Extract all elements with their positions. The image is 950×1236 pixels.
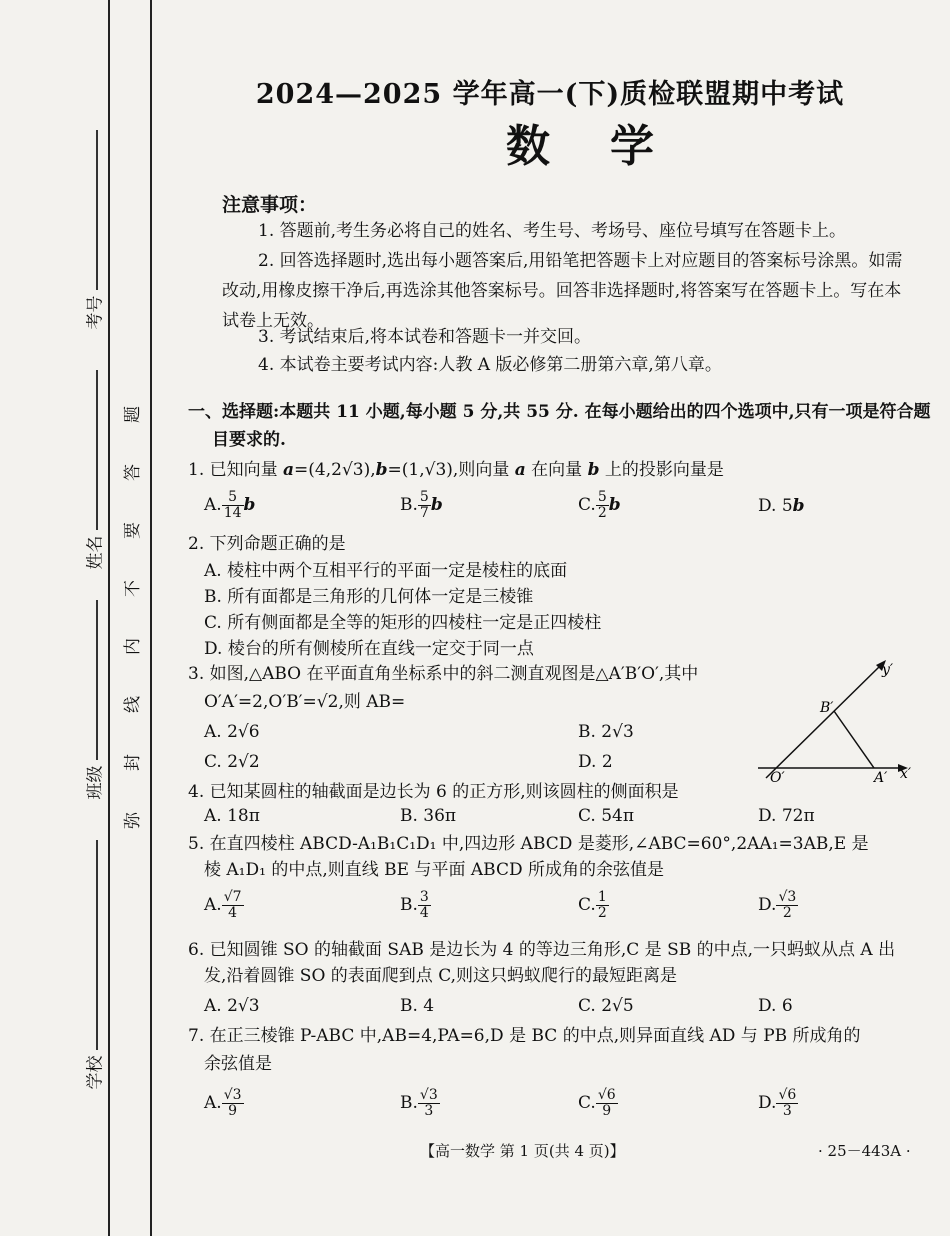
binding-line-outer xyxy=(108,0,110,1236)
q7-option-d: D. $\frac{√6}{3}$ xyxy=(758,1087,797,1119)
question-2-stem: 2. 下列命题正确的是 xyxy=(188,534,346,554)
question-5-stem-line2: 棱 A₁D₁ 的中点,则直线 BE 与平面 ABCD 所成角的余弦值是 xyxy=(204,860,664,880)
notice-item-2: 2. 回答选择题时,选出每小题答案后,用铅笔把答题卡上对应题目的答案标号涂黑。如需改动,用橡皮擦干净后,再选涂其他答案标号。回答非选择题时,将答案写在答题卡上。写在本试卷上无效。 xyxy=(222,251,903,331)
q3-oblique-triangle-figure xyxy=(752,654,922,784)
q3-option-d: D. 2 xyxy=(578,752,613,772)
notice-heading: 注意事项： xyxy=(222,194,318,216)
seal-char: 要 xyxy=(123,522,143,539)
q2-option-a: A. 棱柱中两个互相平行的平面一定是棱柱的底面 xyxy=(204,561,568,581)
q5-option-a: A. $\frac{√7}{4}$ xyxy=(204,889,242,921)
q4-option-a: A. 18π xyxy=(204,806,260,826)
seal-char: 题 xyxy=(123,406,143,423)
notice-item-4: 4. 本试卷主要考试内容:人教 A 版必修第二册第六章,第八章。 xyxy=(258,355,722,375)
question-6-stem-line1: 6. 已知圆锥 SO 的轴截面 SAB 是边长为 4 的等边三角形,C 是 SB 的中点,一只蚂蚁从点 A 出 xyxy=(188,940,896,960)
question-6-stem-line2: 发,沿着圆锥 SO 的表面爬到点 C,则这只蚂蚁爬行的最短距离是 xyxy=(204,966,678,986)
q5-option-b: B. $\frac{3}{4}$ xyxy=(400,889,429,921)
q4-option-b: B. 36π xyxy=(400,806,457,826)
segment-b-a xyxy=(834,711,874,768)
q3-option-c: C. 2√2 xyxy=(204,752,260,772)
q2-option-b: B. 所有面都是三角形的几何体一定是三棱锥 xyxy=(204,587,534,607)
q7-option-b: B. $\frac{√3}{3}$ xyxy=(400,1087,438,1119)
q3-option-b: B. 2√3 xyxy=(578,722,634,742)
seal-char: 不 xyxy=(123,580,143,597)
label-y: y′ xyxy=(882,662,894,678)
subject-title: 数学 xyxy=(506,121,714,172)
q1-option-a: A. $\frac{5}{14}$ b xyxy=(204,489,256,521)
question-7-stem-line1: 7. 在正三棱锥 P-ABC 中,AB=4,PA=6,D 是 BC 的中点,则异面直线 AD 与 PB 所成角的 xyxy=(188,1026,861,1046)
q1-option-b: B. $\frac{5}{7}$ b xyxy=(400,489,443,521)
q2-option-d: D. 棱台的所有侧棱所在直线一定交于同一点 xyxy=(204,639,534,659)
q1-option-c: C. $\frac{5}{2}$ b xyxy=(578,489,621,521)
exam-no-label: 考号 xyxy=(85,295,106,330)
question-5-stem-line1: 5. 在直四棱柱 ABCD-A₁B₁C₁D₁ 中,四边形 ABCD 是菱形,∠ABC=60°,2AA₁=3AB,E 是 xyxy=(188,834,869,854)
page-footer: 【高一数学 第 1 页(共 4 页)】 xyxy=(420,1142,625,1160)
q7-option-a: A. $\frac{√3}{9}$ xyxy=(204,1087,242,1119)
q7-option-c: C. $\frac{√6}{9}$ xyxy=(578,1087,616,1119)
class-line[interactable] xyxy=(96,600,98,760)
q1-option-d: D. 5b xyxy=(758,496,805,516)
label-o: O′ xyxy=(770,770,785,784)
binding-line-inner xyxy=(150,0,152,1236)
question-3-stem-line2: O′A′=2,O′B′=√2,则 AB= xyxy=(204,692,406,712)
q5-option-c: C. $\frac{1}{2}$ xyxy=(578,889,607,921)
q4-option-c: C. 54π xyxy=(578,806,635,826)
exam-no-line[interactable] xyxy=(96,130,98,290)
q4-option-d: D. 72π xyxy=(758,806,815,826)
seal-char: 封 xyxy=(123,754,143,771)
seal-char: 弥 xyxy=(123,812,143,829)
q2-option-c: C. 所有侧面都是全等的矩形的四棱柱一定是正四棱柱 xyxy=(204,613,602,633)
q6-option-c: C. 2√5 xyxy=(578,996,634,1016)
name-line[interactable] xyxy=(96,370,98,530)
seal-char: 内 xyxy=(123,638,143,655)
section-heading: 一、选择题:本题共 11 小题,每小题 5 分,共 55 分. 在每小题给出的四个选项中,只有一项是符合题目要求的. xyxy=(188,402,931,450)
question-1-stem: 1. 已知向量 a=(4,2√3),b=(1,√3),则向量 a 在向量 b 上的投影向量是 xyxy=(188,460,724,480)
y-axis xyxy=(766,666,880,778)
school-line[interactable] xyxy=(96,840,98,1050)
label-a: A′ xyxy=(874,770,888,784)
seal-char: 答 xyxy=(123,464,143,481)
notice-item-3: 3. 考试结束后,将本试卷和答题卡一并交回。 xyxy=(258,327,592,347)
question-7-stem-line2: 余弦值是 xyxy=(204,1054,272,1074)
question-4-stem: 4. 已知某圆柱的轴截面是边长为 6 的正方形,则该圆柱的侧面积是 xyxy=(188,782,679,802)
name-label: 姓名 xyxy=(85,535,106,570)
q6-option-a: A. 2√3 xyxy=(204,996,260,1016)
paper-code: · 25－443A · xyxy=(818,1142,911,1160)
q5-option-d: D. $\frac{√3}{2}$ xyxy=(758,889,797,921)
notice-item-1: 1. 答题前,考生务必将自己的姓名、考生号、考场号、座位号填写在答题卡上。 xyxy=(258,221,847,241)
label-x: x′ xyxy=(900,766,912,782)
exam-title: 2024—2025 学年高一(下)质检联盟期中考试 xyxy=(255,79,845,110)
question-3-stem-line1: 3. 如图,△ABO 在平面直角坐标系中的斜二测直观图是△A′B′O′,其中 xyxy=(188,664,699,684)
q6-option-b: B. 4 xyxy=(400,996,435,1016)
q6-option-d: D. 6 xyxy=(758,996,793,1016)
seal-char: 线 xyxy=(123,696,143,713)
school-label: 学校 xyxy=(85,1055,106,1090)
label-b: B′ xyxy=(820,700,834,716)
class-label: 班级 xyxy=(85,765,106,800)
q3-option-a: A. 2√6 xyxy=(204,722,260,742)
